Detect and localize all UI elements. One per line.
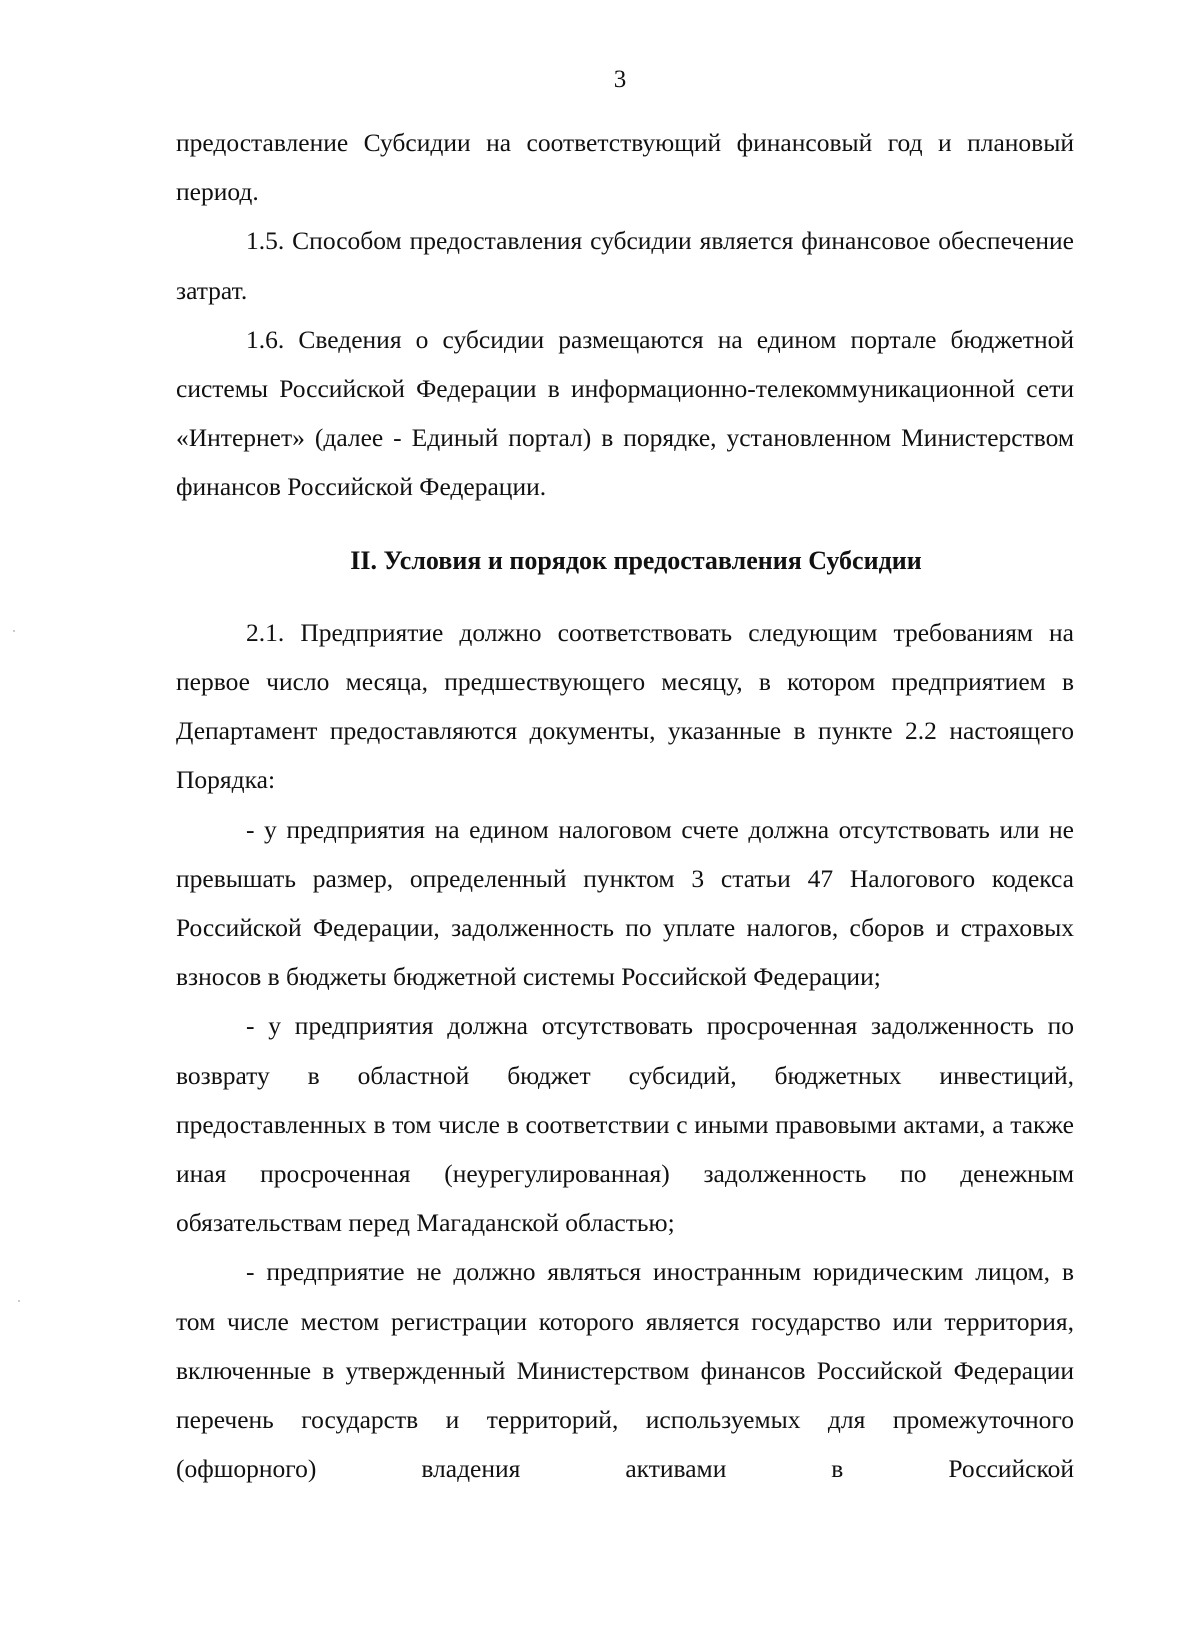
paragraph-1-5: 1.5. Способом предоставления субсидии является финансовое обеспечение затрат. bbox=[176, 226, 1074, 305]
paragraph-1-6: 1.6. Сведения о субсидии размещаются на едином портале бюджетной системы Российской Федерации в информационно-телекоммуникационной сети «Интернет» (далее - Единый портал) в порядке, установленном Министерством финансов Российской Федерации. bbox=[176, 324, 1074, 502]
paragraph-2-1: 2.1. Предприятие должно соответствовать следующим требованиям на первое число месяца, предшествующего месяцу, в котором предприятием в Департамент предоставляются документы, указанные в пункте 2.2 настоящего Порядка: bbox=[176, 617, 1074, 795]
list-item-tax-debt: - у предприятия на едином налоговом счете должна отсутствовать или не превышать размер, определенный пунктом 3 статьи 47 Налогового кодекса Российской Федерации, задолженность по уплате налогов, сборов и страховых взносов в бюджеты бюджетной системы Российской Федерации; bbox=[176, 814, 1074, 992]
list-item-foreign-entity: - предприятие не должно являться иностранным юридическим лицом, в том числе местом регистрации которого является государство или территория, включенные в утвержденный Министерством финансов Российской Федерации перечень государств и территорий, используемых для промежуточного (офшорного) владения активами в Российской bbox=[176, 1257, 1074, 1484]
scan-speck bbox=[13, 630, 15, 632]
page-number: 3 bbox=[613, 66, 627, 93]
section-heading: II. Условия и порядок предоставления Субсидии bbox=[350, 545, 922, 575]
document-body bbox=[176, 118, 1074, 1493]
scan-speck bbox=[18, 1300, 20, 1302]
list-item-overdue-debt: - у предприятия должна отсутствовать просроченная задолженность по возврату в областной бюджет субсидий, бюджетных инвестиций, предоставленных в том числе в соответствии с иными правовыми актами, а также иная просроченная (неурегулированная) задолженность по денежным обязательствам перед Магаданской областью; bbox=[176, 1011, 1074, 1238]
paragraph-continuation: предоставление Субсидии на соответствующий финансовый год и плановый период. bbox=[176, 128, 1074, 207]
